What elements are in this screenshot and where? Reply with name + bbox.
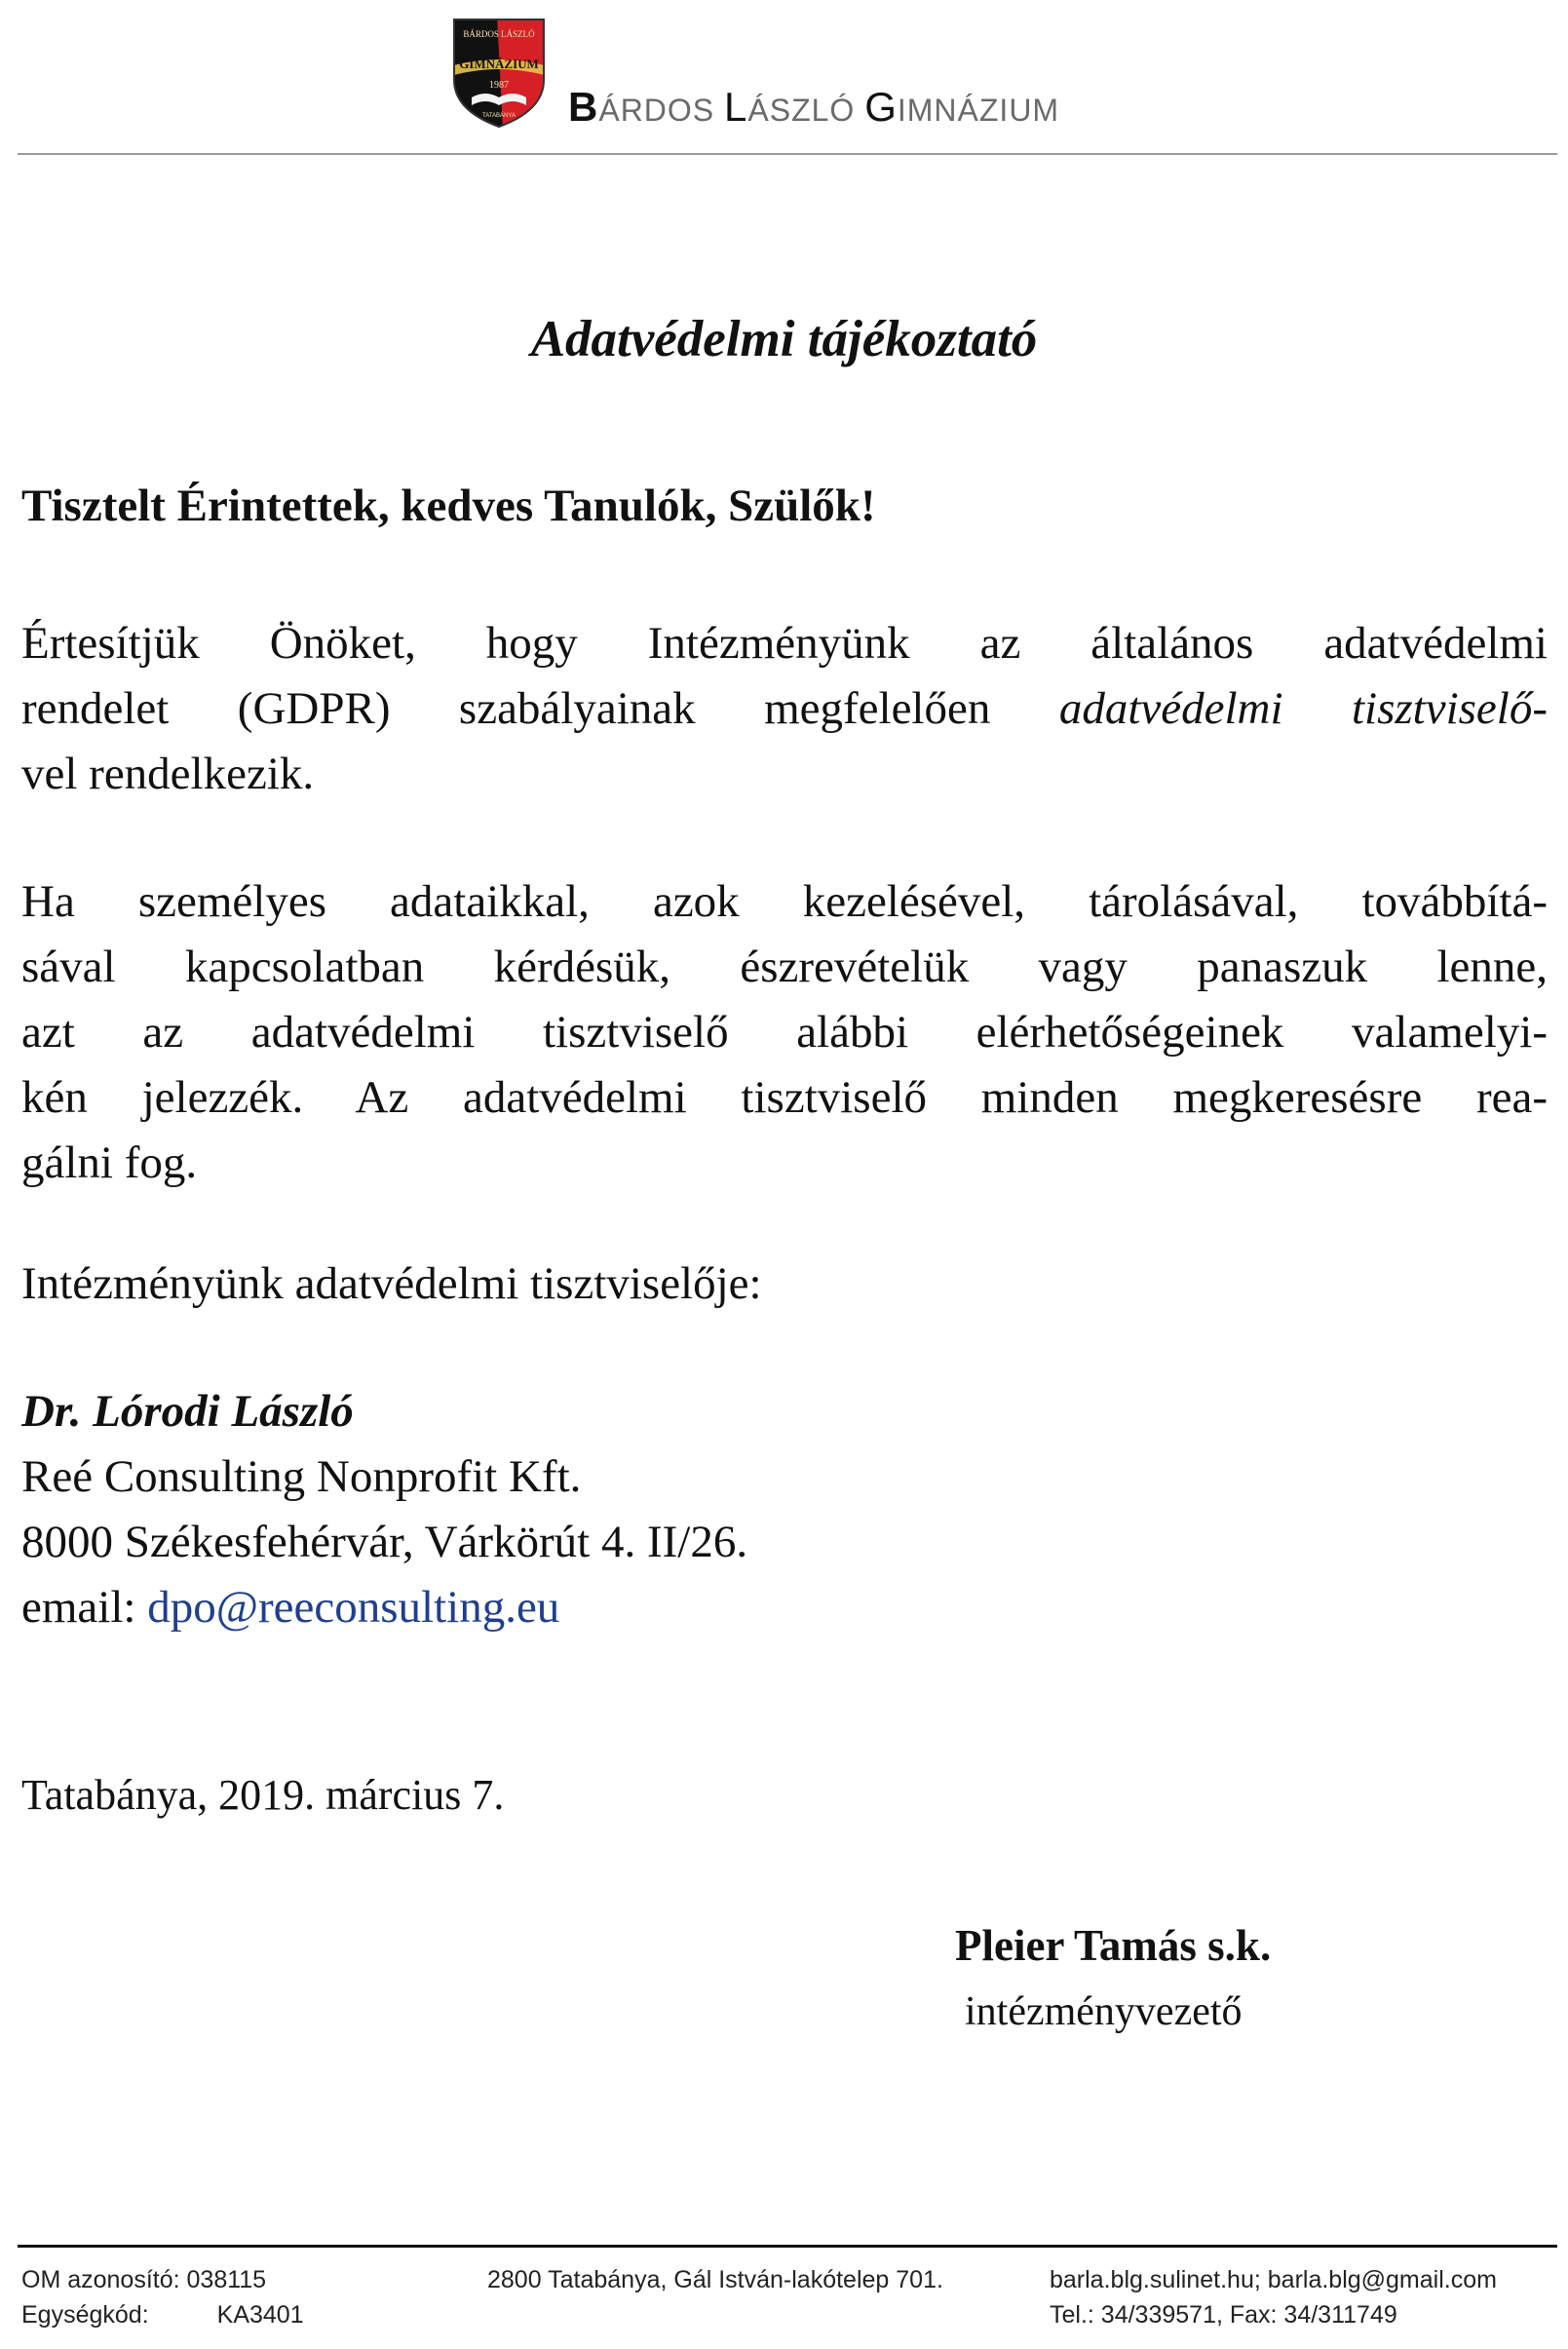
paragraph-line: rendelet (GDPR) szabályainak megfelelően adatvédelmi tisztviselő- xyxy=(21,683,1548,734)
footer-address: 2800 Tatabánya, Gál István-lakótelep 701. xyxy=(487,2266,943,2293)
school-name: BÁRDOS LÁSZLÓ GIMNÁZIUM xyxy=(568,84,1060,130)
header-divider xyxy=(18,153,1557,155)
paragraph-line: sával kapcsolatban kérdésük, észrevételük vagy panaszuk lenne, xyxy=(21,942,1548,992)
dpo-company: Reé Consulting Nonprofit Kft. xyxy=(21,1451,582,1502)
paragraph-gdpr-notice xyxy=(21,611,1548,807)
footer-om-id: OM azonosító: 038115 xyxy=(21,2266,267,2293)
paragraph-line: gálni fog. xyxy=(21,1137,198,1188)
paragraph-line: azt az adatvédelmi tisztviselő alábbi elérhetőségeinek valamelyi- xyxy=(21,1007,1548,1058)
paragraph-line: kén jelezzék. Az adatvédelmi tisztviselő minden megkeresésre rea- xyxy=(21,1072,1548,1123)
paragraph-line: Értesítjük Önöket, hogy Intézményünk az általános adatvédelmi xyxy=(21,618,1548,669)
dpo-email-line xyxy=(21,1581,559,1634)
footer-web-email: barla.blg.sulinet.hu; barla.blg@gmail.com xyxy=(1050,2266,1497,2293)
footer-unit-code: Egységkód: KA3401 xyxy=(21,2301,304,2329)
logo-year: 1987 xyxy=(489,80,509,91)
signatory-name: Pleier Tamás s.k. xyxy=(955,1921,1272,1970)
school-crest-logo xyxy=(450,16,548,129)
logo-banner-text: GIMNÁZIUM xyxy=(459,57,539,71)
footer-phone-fax: Tel.: 34/339571, Fax: 34/311749 xyxy=(1050,2301,1397,2329)
dpo-intro: Intézményünk adatvédelmi tisztviselője: xyxy=(21,1258,762,1309)
signatory-role: intézményvezető xyxy=(965,1989,1243,2034)
paragraph-line: Ha személyes adataikkal, azok kezelésével, tárolásával, továbbítá- xyxy=(21,876,1548,927)
document-date: Tatabánya, 2019. március 7. xyxy=(21,1771,505,1819)
paragraph-contact-info xyxy=(21,869,1548,1196)
logo-top-text: BÁRDOS LÁSZLÓ xyxy=(463,29,535,39)
dpo-email-link[interactable]: dpo@reeconsulting.eu xyxy=(147,1582,560,1633)
dpo-email-label: email: xyxy=(21,1582,136,1633)
dpo-name: Dr. Lórodi László xyxy=(21,1386,354,1437)
footer-divider xyxy=(18,2245,1557,2248)
paragraph-line: vel rendelkezik. xyxy=(21,749,315,799)
document-title: Adatvédelmi tájékoztató xyxy=(530,311,1038,367)
dpo-address: 8000 Székesfehérvár, Várkörút 4. II/26. xyxy=(21,1517,748,1567)
logo-city: TATABÁNYA xyxy=(482,113,516,119)
greeting: Tisztelt Érintettek, kedves Tanulók, Szülők! xyxy=(21,481,876,531)
